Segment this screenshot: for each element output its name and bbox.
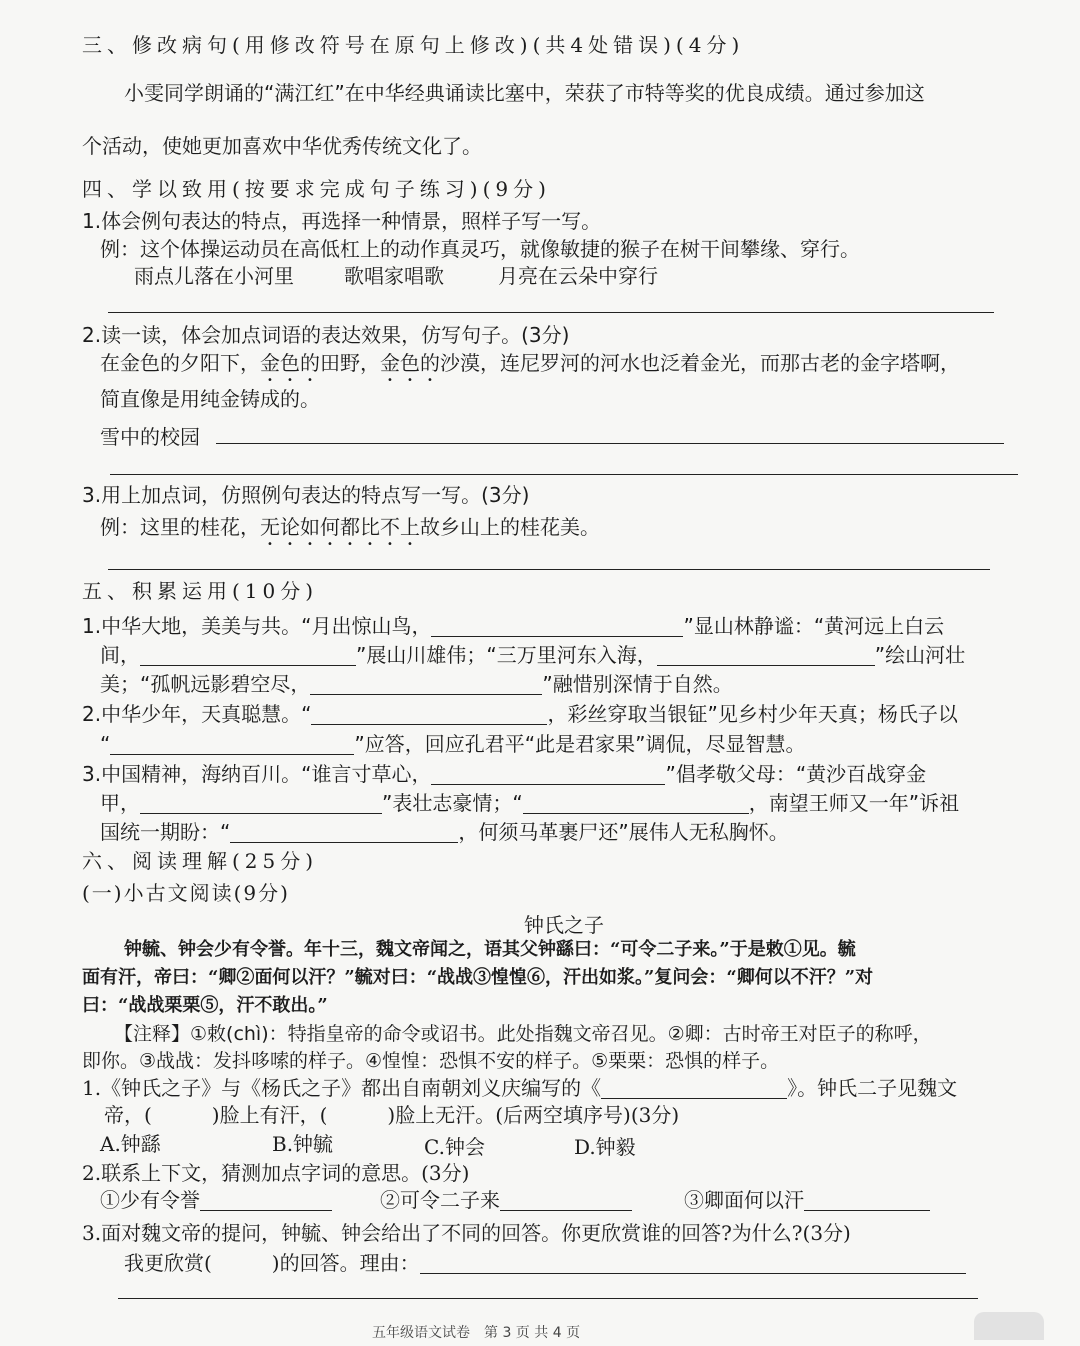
fill-blank[interactable] [500,1190,632,1211]
dotted-word: 无论如何都比不上 [260,515,420,539]
sec4-q2-answer-line-2[interactable] [110,474,1018,475]
sec3-sentence-line1: 小雯同学朗诵的“满江红”在中华经典诵读比塞中，荣获了市特等奖的优良成绩。通过参加这 [124,81,925,105]
sec6-q3-answer-line[interactable] [118,1298,978,1299]
sec5-line-3: 美；“孤帆远影碧空尽， ”融惜别深情于自然。 [100,672,733,696]
section-5-title: 五、积累运用(10分) [82,579,319,603]
story-paragraph-line1: 钟毓、钟会少有令誉。年十三，魏文帝闻之，语其父钟繇曰：“可令二子来。”于是敕①见。毓 [124,939,856,960]
sec4-q1-option-3: 月亮在云朵中穿行 [498,264,658,288]
sec6-question-1-line2: 帝，( )脸上有汗，( )脸上无汗。(后两空填序号)(3分) [104,1103,680,1127]
fill-blank[interactable] [110,734,354,755]
sec6-q1-option-c: C.钟会 [424,1135,485,1159]
sec6-subtitle: (一)小古文阅读(9分) [82,881,290,905]
sec6-q2-item-1: ①少有令誉 [100,1187,332,1213]
sec5-line-2: 间， ”展山川雄伟；“三万里河东入海， ”绘山河壮 [100,643,966,667]
sec6-q1-option-b: B.钟毓 [272,1132,334,1156]
story-paragraph-line2: 面有汗，帝曰：“卿②面何以汗？”毓对曰：“战战③惶惶⑥，汗出如浆。”复问会：“卿何以不汗？”对 [82,967,874,988]
sec4-q2-answer-line-1[interactable] [216,443,1004,444]
sec4-q2-passage-line2: 简直像是用纯金铸成的。 [100,387,320,411]
sec5-line-6: 3.中国精神，海纳百川。“谁言寸草心， ”倡孝敬父母：“黄沙百战穿金 [82,762,927,786]
sec5-line-7: 甲， ”表壮志豪情；“ ，南望王师又一年”诉祖 [100,791,960,815]
dotted-word: 金色的 [260,351,320,375]
section-4-title: 四、学以致用(按要求完成句子练习)(9分) [82,177,551,201]
sec4-q1-option-1: 雨点儿落在小河里 [134,264,294,288]
sec6-question-2: 2.联系上下文，猜测加点字词的意思。(3分) [82,1161,470,1185]
sec4-question-2: 2.读一读，体会加点词语的表达效果，仿写句子。(3分) [82,323,570,347]
sec6-q2-item-2: ②可令二子来 [380,1187,632,1213]
fill-blank[interactable] [200,1190,332,1211]
fill-blank[interactable] [140,793,382,814]
sec4-q1-option-2: 歌唱家唱歌 [344,264,444,288]
fill-blank[interactable] [523,793,749,814]
page-footer: 五年级语文试卷 第 3 页 共 4 页 [372,1325,581,1341]
sec6-q1-option-a: A.钟繇 [100,1132,161,1156]
fill-blank[interactable] [601,1078,787,1099]
fill-blank[interactable] [804,1190,930,1211]
section-3-title: 三、修改病句(用修改符号在原句上修改)(共4处错误)(4分) [82,33,745,57]
sec6-question-3: 3.面对魏文帝的提问，钟毓、钟会给出了不同的回答。你更欣赏谁的回答?为什么?(3分) [82,1221,851,1245]
fill-blank[interactable] [310,674,542,695]
section-6-title: 六、阅读理解(25分) [82,849,319,873]
sec6-question-1: 1.《钟氏之子》与《杨氏之子》都出自南朝刘义庆编写的《 》。钟氏二子见魏文 [82,1076,958,1100]
story-notes-line1: 【注释】①敕(chì)：特指皇帝的命令或诏书。此处指魏文帝召见。②卿：古时帝王对臣子的称呼， [114,1023,932,1045]
sec5-line-1: 1.中华大地，美美与共。“月出惊山鸟， ”显山林静谧：“黄河远上白云 [82,614,945,638]
fill-blank[interactable] [311,704,547,725]
fill-blank[interactable] [657,645,875,666]
sec6-q2-item-3: ③卿面何以汗 [684,1187,930,1213]
sec4-question-3: 3.用上加点词，仿照例句表达的特点写一写。(3分) [82,483,530,507]
sec4-question-1: 1.体会例句表达的特点，再选择一种情景，照样子写一写。 [82,209,602,233]
sec5-line-4: 2.中华少年，天真聪慧。“ ，彩丝穿取当银钲”见乡村少年天真；杨氏子以 [82,702,958,726]
fill-blank[interactable] [140,645,356,666]
sec4-q3-answer-line[interactable] [108,569,990,570]
sec4-q2-passage-line1: 在金色的夕阳下，金色的田野，金色的沙漠，连尼罗河的河水也泛着金光，而那古老的金字塔啊， [100,351,960,375]
story-paragraph-line3: 曰：“战战栗栗⑤，汗不敢出。” [82,995,328,1016]
sec5-line-5: “ ”应答，回应孔君平“此是君家果”调侃，尽显智慧。 [100,732,806,756]
story-title: 钟氏之子 [524,913,604,937]
sec3-sentence-line2: 个活动，使她更加喜欢中华优秀传统文化了。 [82,134,482,158]
sec4-q1-answer-line[interactable] [108,312,994,313]
sec4-q3-example: 例：这里的桂花，无论如何都比不上故乡山上的桂花美。 [100,515,600,539]
fill-blank[interactable] [420,1253,966,1274]
corner-watermark [974,1312,1044,1340]
fill-blank[interactable] [230,822,458,843]
sec4-q2-prompt: 雪中的校园 [100,425,200,449]
sec6-q3-answer: 我更欣赏( )的回答。理由： [124,1250,966,1276]
sec4-q1-example: 例：这个体操运动员在高低杠上的动作真灵巧，就像敏捷的猴子在树干间攀缘、穿行。 [100,237,860,261]
sec6-q1-option-d: D.钟毅 [574,1135,636,1159]
sec5-line-8: 国统一期盼：“ ，何须马革裹尸还”展伟人无私胸怀。 [100,820,789,844]
dotted-word: 金色的 [380,351,440,375]
fill-blank[interactable] [431,764,665,785]
story-notes-line2: 即你。③战战：发抖哆嗦的样子。④惶惶：恐惧不安的样子。⑤栗栗：恐惧的样子。 [82,1050,780,1072]
fill-blank[interactable] [431,616,683,637]
